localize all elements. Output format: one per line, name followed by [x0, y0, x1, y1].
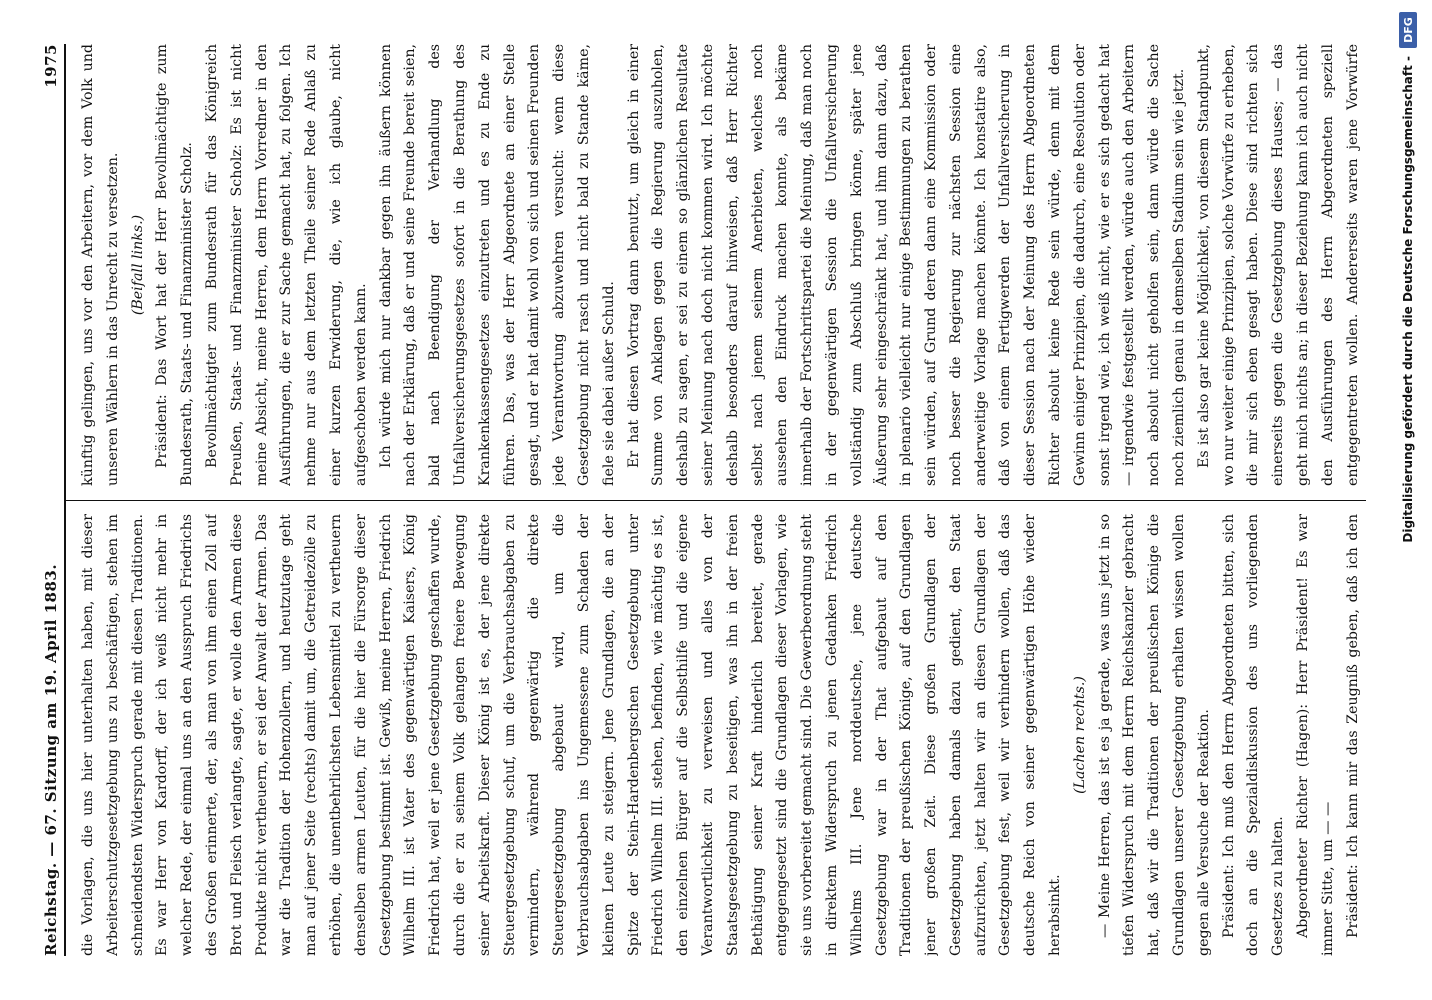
header-session-title: Reichstag. — 67. Sitzung am 19. April 1883.	[42, 563, 60, 956]
speaker-paragraph: Präsident: Ich muß den Herrn Abgeordneten bitten, sich doch an die Spezialdiskussion des uns vorliegenden Gesetzes zu halten.	[1220, 514, 1287, 956]
paragraph: Es ist also gar keine Möglichkeit, von diesem Standpunkt, wo nur weiter einige Prinzipien, solche Vorwürfe zu erheben, die mir sich eben gesagt haben. Diese sind richten sich einerseits gegen die Gesetzgebung dieses Hauses; — das geht mich nichts an; in dieser Beziehung kann ich auch nicht den Ausführungen des Herrn Abgeordneten speziell entgegentreten wollen. Andererseits waren jene Vorwürfe	[1195, 44, 1361, 486]
interjection: (Beifall links.)	[129, 214, 146, 316]
header-page-number: 1975	[42, 44, 60, 88]
paragraph: die Vorlagen, die uns hier unterhalten haben, mit dieser Arbeiterschutzgesetzgebung uns zu beschäftigen, stehen im schneidendsten Widerspruch gerade mit diesen Traditionen. Es war Herr von Kardorff, der ich weiß nicht mehr in welcher Rede, der einmal uns an den Ausspruch Friedrichs des Großen erinnerte, der, als man von ihm einen Zoll auf Brot und Fleisch verlangte, sagte, er wolle den Armen diese Produkte nicht vertheuern, er sei der Anwalt der Armen. Das war die Tradition der Hohenzollern, und heutzutage geht man auf jener Seite (rechts) damit um, die Getreidezölle zu erhöhen, die unentbehrlichsten Lebensmittel zu vertheuern denselben armen Leuten, für die hier die Fürsorge dieser Gesetzgebung bestimmt ist. Gewiß, meine Herren, Friedrich Wilhelm III. ist Vater des gegenwärtigen Kaisers, König Friedrich hat, weil er jene Gesetzgebung geschaffen wurde, durch die er zu seinem Volk gelangen freiere Bewegung seiner Arbeitskraft. Dieser König ist es, der jene direkte Steuergesetzgebung schuf, um die Verbrauchsabgaben zu vermindern, während gegenwärtig die direkte Steuergesetzgebung abgebaut wird, um die Verbrauchsabgaben ins Ungemessene zum Schaden der kleinen Leute zu steigern. Jene Grundlagen, die an der Spitze der Stein-Hardenbergschen Gesetzgebung unter Friedrich Wilhelm III. stehen, befinden, wie mächtig es ist, den einzelnen Bürger auf die Selbsthilfe und die eigene Verantwortlichkeit zu verweisen und alles von der Staatsgesetzgebung zu beseitigen, was ihn in der freien Bethätigung seiner Kraft hinderlich bereitet, gerade entgegengesetzt sind die Grundlagen dieser Vorlagen, wie sie uns vorbereitet gemacht sind. Die Gewerbeordnung steht in direktem Widerspruch zu jenen Gedanken Friedrich Wilhelms III. Jene norddeutsche, jene deutsche Gesetzgebung war in der That aufgebaut auf den Traditionen der preußischen Könige, auf den Grundlagen jener großen Zeit. Diese großen Grundlagen der Gesetzgebung haben damals dazu gedient, den Staat aufzurichten, jetzt halten wir an diesen Grundlagen der Gesetzgebung fest, weil wir verhindern wollen, daß das deutsche Reich von seiner gegenwärtigen Höhe wieder herabsinkt.	[80, 514, 1064, 956]
left-column	[76, 514, 1366, 956]
paragraph: Ich würde mich nur dankbar gegen ihn äußern können nach der Erklärung, daß er und seine Freunde bereit seien, bald nach Beendigung der Verhandlung des Unfallversicherungsgesetzes sofort in die Berathung des Krankenkassengesetzes einzutreten und es zu Ende zu führen. Das, was der Herr Abgeordnete an einer Stelle gesagt, und er hat damit wohl von sich und seinen Freunden jede Verantwortung abzuwehren versucht: wenn diese Gesetzgebung nicht rasch und nicht bald zu Stande käme, fiele sie dabei außer Schuld.	[377, 44, 617, 486]
speaker-paragraph: Präsident: Ich kann mir das Zeugniß geben, daß ich den	[1344, 514, 1361, 938]
paragraph: — Meine Herren, das ist es ja gerade, was uns jetzt in so tiefen Widerspruch mit dem Herrn Reichskanzler gebracht hat, daß wir die Traditionen der preußischen Könige die Grundlagen unserer Gesetzgebung erhalten wissen wollen gegen alle Versuche der Reaktion.	[1096, 514, 1212, 956]
interjection: (Lachen rechts.)	[1071, 676, 1088, 794]
paragraph: künftig gelingen, uns vor den Arbeitern, vor dem Volk und unseren Wählern in das Unrecht zu versetzen.	[80, 44, 121, 486]
speaker-paragraph: Bevollmächtigter zum Bundesrath für das Königreich Preußen, Staats- und Finanzminister Scholz: Es ist nicht meine Absicht, meine Herren, dem Herrn Vorredner in den Ausführungen, die er zur Sache gemacht hat, zu folgen. Ich nehme nur aus dem letzten Theile seiner Rede Anlaß zu einer kurzen Erwiderung, die, wie ich glaube, nicht aufgeschoben werden kann.	[203, 44, 369, 486]
paragraph: Er hat diesen Vortrag dann benutzt, um gleich in einer Summe von Anklagen gegen die Regierung auszuholen, deshalb zu sagen, er sei zu einem so glänzlichen Resultate seiner Meinung nach doch nicht kommen wird. Ich möchte deshalb besonders darauf hinweisen, daß Herr Richter selbst nach jenem seinem Anerbieten, welches noch aussehen den Eindruck machen konnte, als bekäme innerhalb der Fortschrittspartei die Meinung, daß man noch in der gegenwärtigen Session die Unfallversicherung vollständig zum Abschluß bringen könne, später jene Äußerung sehr eingeschränkt hat, und ihm dann dazu, daß in plenario vielleicht nur einige Bestimmungen zu berathen sein würden, auf Grund deren dann eine Kommission oder noch besser die Regierung zur nächsten Session eine anderweitige Vorlage machen könnte. Ich konstatire also, daß von einem Fertigwerden der Unfallversicherung in dieser Session nach der Meinung des Herrn Abgeordneten Richter absolut keine Rede sein würde, denn mit dem Gewinn einiger Prinzipien, die dadurch, eine Resolution oder sonst irgend wie, ich weiß nicht, wie er es sich gedacht hat — irgendwie festgestellt werden, würde auch den Arbeitern noch absolut nicht geholfen sein, dann würde die Sache noch ziemlich genau in demselben Stadium sein wie jetzt.	[625, 44, 1188, 486]
dfg-logo: DFG	[1399, 12, 1417, 48]
column-divider	[66, 500, 1366, 501]
speaker-paragraph: Abgeordneter Richter (Hagen): Herr Präsident! Es war immer Sitte, um — —	[1295, 514, 1336, 956]
digitization-notice	[1394, 0, 1422, 1000]
digitization-notice-text: Digitalisierung gefördert durch die Deutsche Forschungsgemeinschaft -	[1401, 56, 1415, 543]
right-column	[76, 44, 1366, 486]
running-header	[34, 44, 60, 956]
speaker-paragraph: Präsident: Das Wort hat der Herr Bevollmächtigte zum Bundesrath, Staats- und Finanzminister Scholz.	[154, 44, 196, 486]
